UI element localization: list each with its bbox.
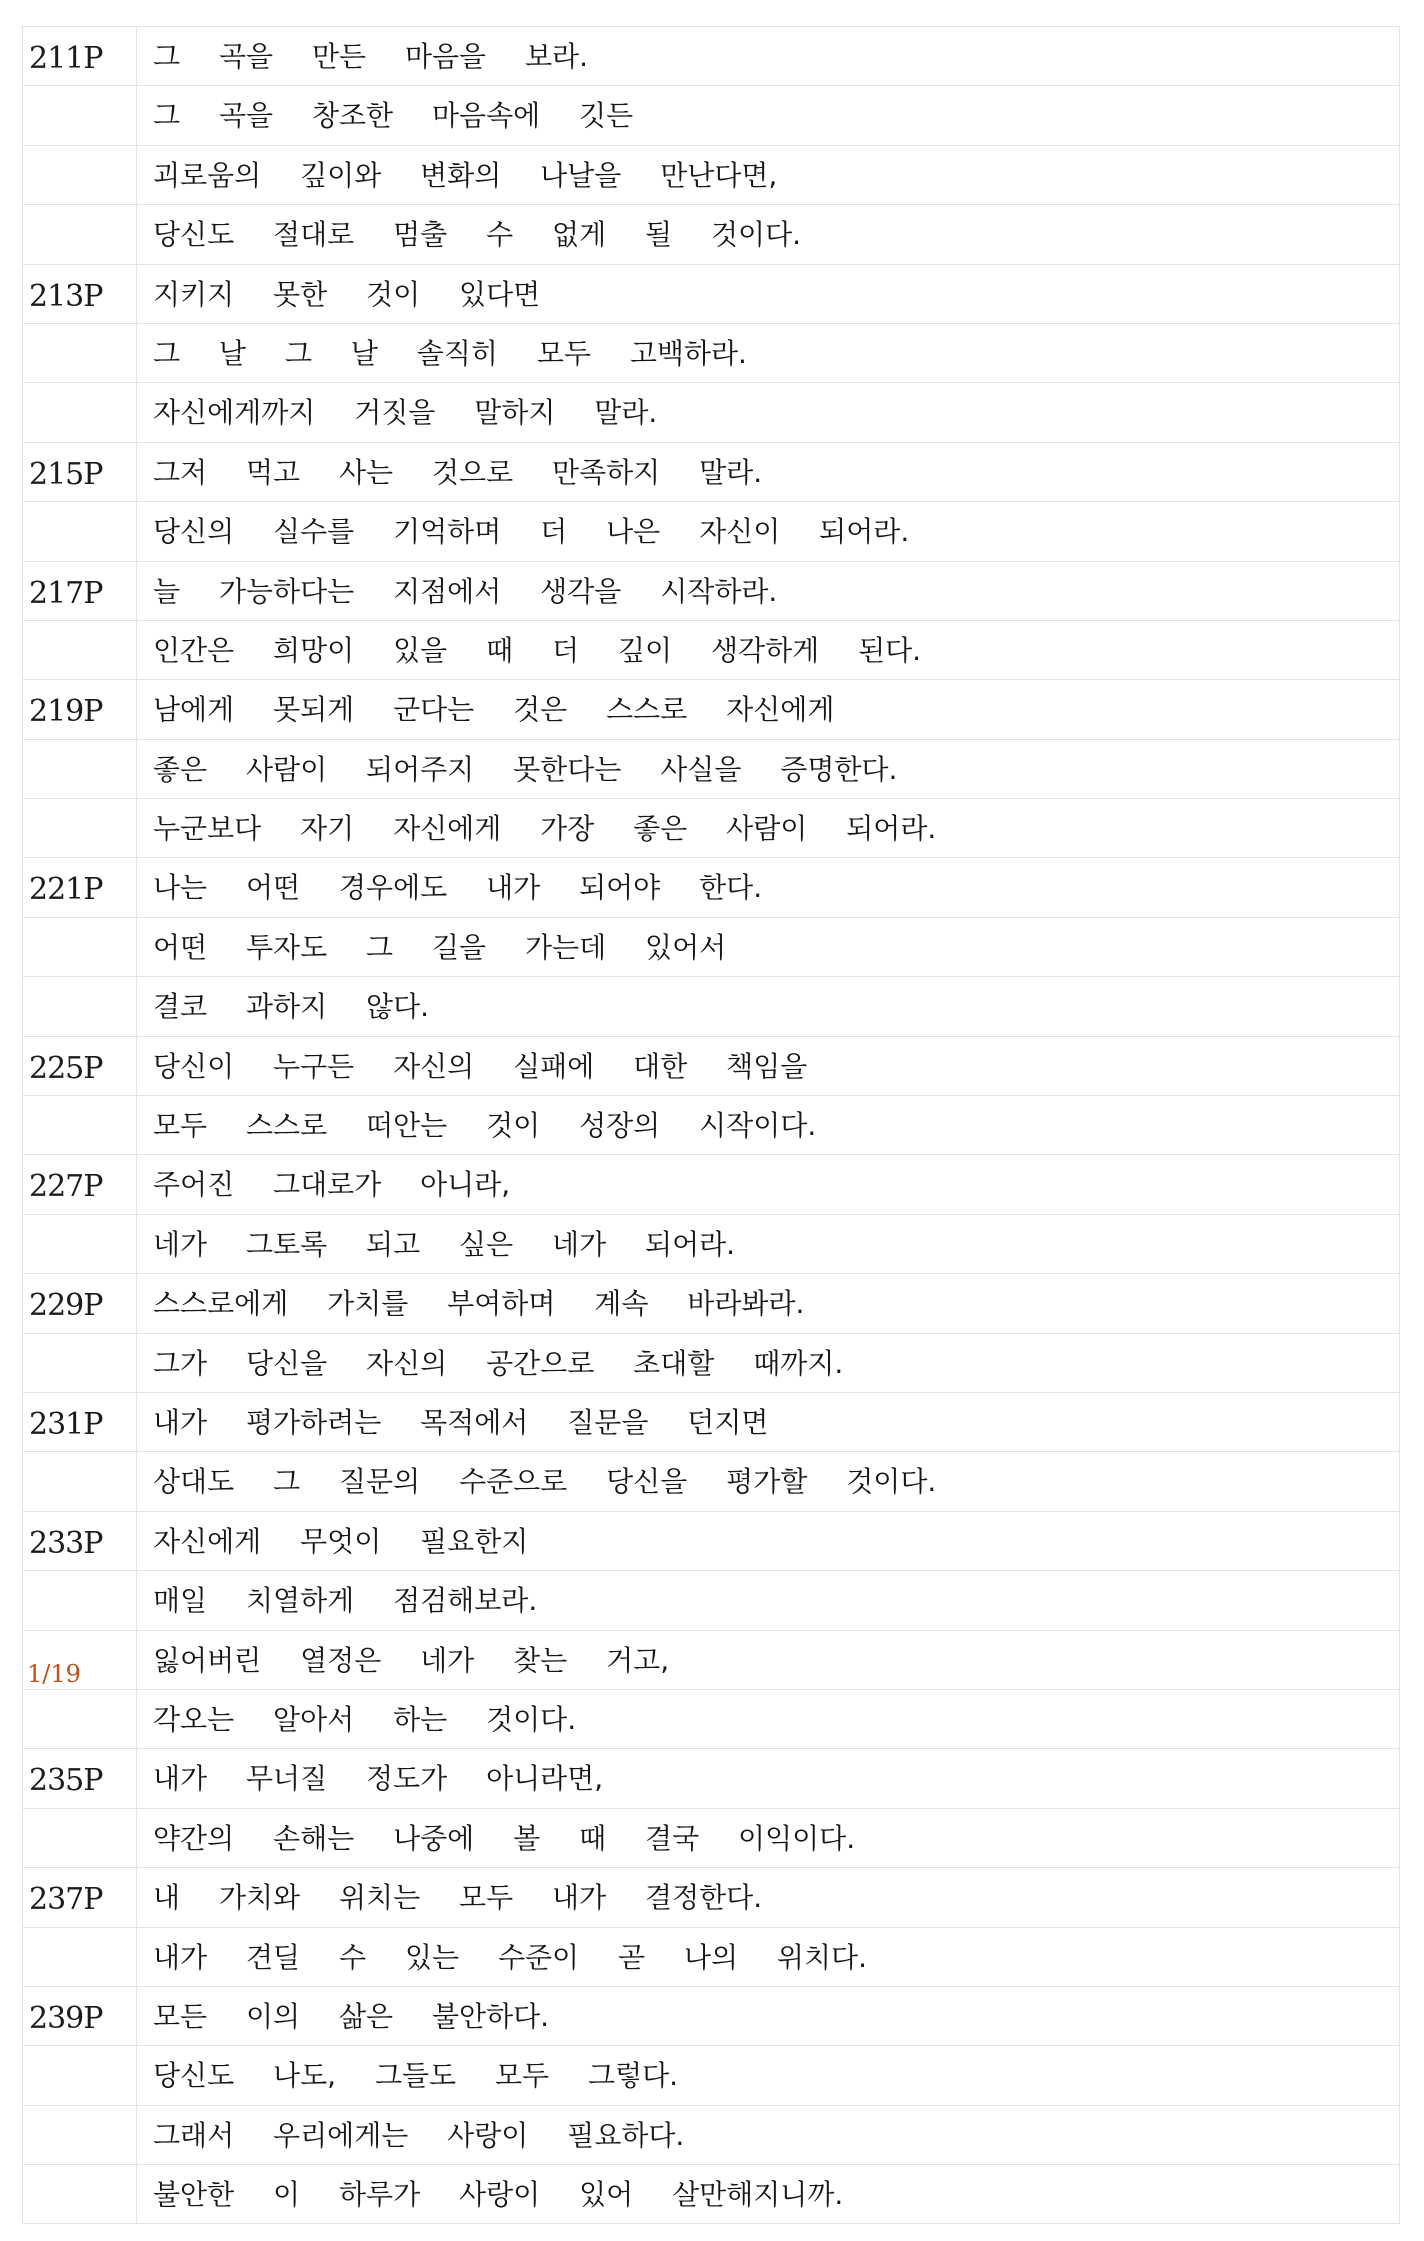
handwritten-line-text: 괴로움의 깊이와 변화의 나날을 만난다면,	[153, 158, 778, 192]
handwritten-line-text: 매일 치열하게 점검해보라.	[153, 1584, 538, 1618]
page-number-cell	[23, 1809, 137, 1867]
note-line	[23, 1749, 1399, 1808]
note-line	[23, 27, 1399, 86]
note-line	[23, 2165, 1399, 2224]
note-line	[23, 324, 1399, 383]
handwritten-line-text: 인간은 희망이 있을 때 더 깊이 생각하게 된다.	[153, 633, 922, 667]
handwritten-line-text: 주어진 그대로가 아니라,	[153, 1168, 511, 1202]
handwritten-line-text: 당신도 나도, 그들도 모두 그렇다.	[153, 2059, 679, 2093]
page-number-cell	[23, 680, 137, 738]
handwritten-line-text: 당신의 실수를 기억하며 더 나은 자신이 되어라.	[153, 515, 910, 549]
handwritten-line-text: 그저 먹고 사는 것으로 만족하지 말라.	[153, 455, 763, 489]
date-annotation: 1/19	[27, 1659, 81, 1688]
note-line	[23, 443, 1399, 502]
page-number: 237P	[29, 1882, 103, 1918]
handwritten-line-text: 그 곡을 만든 마음을 보라.	[153, 40, 588, 73]
page-number: 213P	[29, 278, 103, 314]
note-line	[23, 86, 1399, 145]
handwritten-line-text: 좋은 사람이 되어주지 못한다는 사실을 증명한다.	[153, 752, 898, 786]
page-number: 233P	[29, 1525, 103, 1561]
page-number-cell	[23, 1452, 137, 1510]
page-number: 221P	[29, 872, 103, 908]
note-line	[23, 1987, 1399, 2046]
note-line	[23, 1571, 1399, 1630]
ruled-note-sheet	[22, 26, 1400, 2224]
note-line	[23, 502, 1399, 561]
page-number: 235P	[29, 1763, 103, 1799]
handwritten-line-text: 스스로에게 가치를 부여하며 계속 바라봐라.	[153, 1287, 805, 1321]
handwritten-line-text: 불안한 이 하루가 사랑이 있어 살만해지니까.	[153, 2178, 844, 2212]
handwritten-line-text: 모든 이의 삶은 불안하다.	[153, 1999, 550, 2033]
handwritten-line-text: 내가 무너질 정도가 아니라면,	[153, 1762, 604, 1796]
page-number-cell	[23, 1155, 137, 1213]
note-line	[23, 1155, 1399, 1214]
handwritten-line-text: 그 날 그 날 솔직히 모두 고백하라.	[153, 336, 747, 370]
page-number-cell	[23, 1928, 137, 1986]
handwritten-line-text: 그래서 우리에게는 사랑이 필요하다.	[153, 2118, 685, 2152]
handwritten-line-text: 결코 과하지 않다.	[153, 990, 430, 1024]
page-number-cell	[23, 502, 137, 560]
page-number: 231P	[29, 1406, 103, 1442]
note-line	[23, 1037, 1399, 1096]
page-number-cell	[23, 1868, 137, 1926]
note-line	[23, 1096, 1399, 1155]
page-number-cell	[23, 621, 137, 679]
note-line	[23, 858, 1399, 917]
page-number-cell	[23, 1037, 137, 1095]
page-number-cell	[23, 977, 137, 1035]
handwritten-line-text: 나는 어떤 경우에도 내가 되어야 한다.	[153, 871, 763, 905]
handwritten-line-text: 당신도 절대로 멈출 수 없게 될 것이다.	[153, 218, 802, 252]
page-number: 227P	[29, 1169, 103, 1205]
note-line	[23, 1631, 1399, 1690]
handwritten-line-text: 어떤 투자도 그 길을 가는데 있어서	[153, 930, 727, 964]
page-number-cell	[23, 1096, 137, 1154]
page-number-cell	[23, 383, 137, 441]
page-number-cell	[23, 146, 137, 204]
note-line	[23, 1274, 1399, 1333]
handwritten-line-text: 모두 스스로 떠안는 것이 성장의 시작이다.	[153, 1109, 817, 1143]
page-number-cell	[23, 562, 137, 620]
handwritten-line-text: 상대도 그 질문의 수준으로 당신을 평가할 것이다.	[153, 1465, 937, 1499]
note-line	[23, 1393, 1399, 1452]
page-number-cell	[23, 918, 137, 976]
page-number-cell	[23, 1749, 137, 1807]
handwritten-line-text: 잃어버린 열정은 네가 찾는 거고,	[153, 1643, 670, 1677]
page-number: 219P	[29, 694, 103, 730]
page-number-cell	[23, 2046, 137, 2104]
handwritten-line-text: 늘 가능하다는 지점에서 생각을 시작하라.	[153, 574, 778, 608]
note-line	[23, 2046, 1399, 2105]
page-number: 225P	[29, 1050, 103, 1086]
handwritten-line-text: 각오는 알아서 하는 것이다.	[153, 1702, 577, 1736]
note-line	[23, 205, 1399, 264]
note-line	[23, 918, 1399, 977]
note-line	[23, 1215, 1399, 1274]
handwritten-line-text: 누군보다 자기 자신에게 가장 좋은 사람이 되어라.	[153, 812, 937, 846]
note-line	[23, 1928, 1399, 1987]
handwritten-line-text: 내 가치와 위치는 모두 내가 결정한다.	[153, 1881, 763, 1915]
handwritten-line-text: 자신에게 무엇이 필요한지	[153, 1524, 529, 1558]
note-line	[23, 680, 1399, 739]
page-number-cell	[23, 1571, 137, 1629]
page-number: 239P	[29, 2000, 103, 2036]
page-number-cell	[23, 205, 137, 263]
note-line	[23, 621, 1399, 680]
note-line	[23, 1512, 1399, 1571]
page-number-cell	[23, 1512, 137, 1570]
page-number-cell	[23, 799, 137, 857]
handwritten-line-text: 그 곡을 창조한 마음속에 깃든	[153, 99, 634, 133]
note-line	[23, 1809, 1399, 1868]
page-number-cell	[23, 265, 137, 323]
page-number-cell	[23, 1334, 137, 1392]
handwritten-line-text: 그가 당신을 자신의 공간으로 초대할 때까지.	[153, 1346, 844, 1380]
handwritten-line-text: 지키지 못한 것이 있다면	[153, 277, 541, 311]
handwritten-line-text: 남에게 못되게 군다는 것은 스스로 자신에게	[153, 693, 835, 727]
page-number: 229P	[29, 1288, 103, 1324]
page-number-cell	[23, 1274, 137, 1332]
page-number-cell	[23, 86, 137, 144]
handwritten-line-text: 당신이 누구든 자신의 실패에 대한 책임을	[153, 1049, 808, 1083]
page-number-cell	[23, 324, 137, 382]
note-line	[23, 1868, 1399, 1927]
note-line	[23, 2106, 1399, 2165]
page-number-cell	[23, 740, 137, 798]
page-number: 211P	[29, 41, 103, 76]
note-line	[23, 1452, 1399, 1511]
note-line	[23, 383, 1399, 442]
handwritten-line-text: 네가 그토록 되고 싶은 네가 되어라.	[153, 1227, 736, 1261]
note-line	[23, 799, 1399, 858]
page-number-cell	[23, 1987, 137, 2045]
handwritten-line-text: 내가 평가하려는 목적에서 질문을 던지면	[153, 1405, 769, 1439]
note-line	[23, 740, 1399, 799]
page-number-cell	[23, 1393, 137, 1451]
note-line	[23, 977, 1399, 1036]
note-line	[23, 146, 1399, 205]
page-number-cell	[23, 443, 137, 501]
page-number: 215P	[29, 456, 103, 492]
page-number-cell	[23, 1215, 137, 1273]
page-number-cell	[23, 2165, 137, 2223]
handwritten-line-text: 약간의 손해는 나중에 볼 때 결국 이익이다.	[153, 1821, 856, 1855]
page-number-cell	[23, 27, 137, 85]
handwritten-line-text: 자신에게까지 거짓을 말하지 말라.	[153, 396, 658, 430]
page-number: 217P	[29, 575, 103, 611]
page-number-cell	[23, 2106, 137, 2164]
note-line	[23, 265, 1399, 324]
page-number-cell	[23, 1659, 137, 1748]
page-number-cell	[23, 858, 137, 916]
handwritten-line-text: 내가 견딜 수 있는 수준이 곧 나의 위치다.	[153, 1940, 867, 1974]
note-line	[23, 562, 1399, 621]
note-line	[23, 1334, 1399, 1393]
